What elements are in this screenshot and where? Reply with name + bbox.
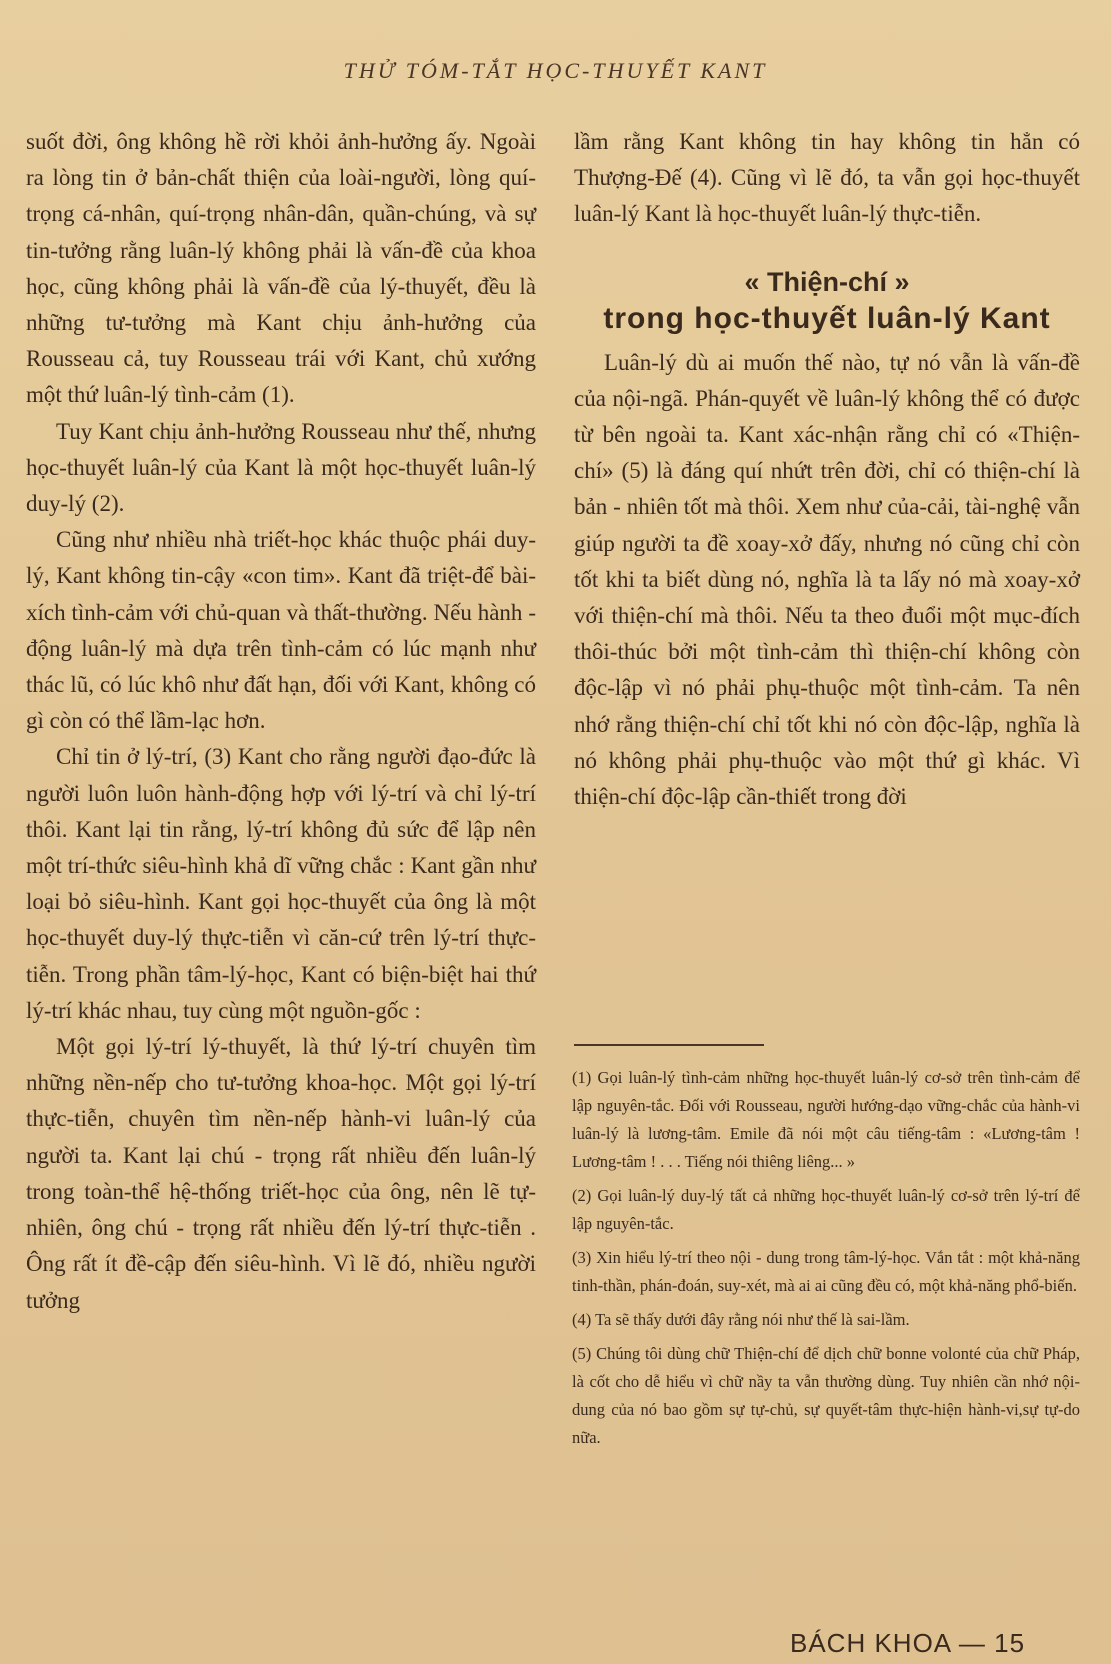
footnote: (4) Ta sẽ thấy dưới đây rằng nói như thế là sai-lầm.	[572, 1310, 910, 1329]
footnote: (2) Gọi luân-lý duy-lý tất cả những học-thuyết luân-lý cơ-sở trên lý-trí để lập nguyên-tắc.	[572, 1186, 1080, 1233]
footnotes	[572, 1064, 1080, 1458]
footnote: (3) Xin hiểu lý-trí theo nội - dung trong tâm-lý-học. Vắn tắt : một khả-năng tinh-thần, phán-đoán, suy-xét, mà ai ai cũng đều có, một khả-năng phổ-biến.	[572, 1248, 1080, 1295]
paragraph: Cũng như nhiều nhà triết-học khác thuộc phái duy-lý, Kant không tin-cậy «con tim». Kant đã triệt-để bài-xích tình-cảm với chủ-quan và thất-thường. Nếu hành - động luân-lý mà dựa trên tình-cảm có lúc mạnh như thác lũ, có lúc khô như đất hạn, đối với Kant, không có gì còn có thể lầm-lạc hơn.	[26, 527, 536, 734]
paragraph: Một gọi lý-trí lý-thuyết, là thứ lý-trí chuyên tìm những nền-nếp cho tư-tưởng khoa-học. Một gọi lý-trí thực-tiễn, chuyên tìm nền-nếp hành-vi luân-lý của người ta. Kant lại chú - trọng rất nhiều đến luân-lý trong toàn-thể hệ-thống triết-học của ông, nên lẽ tự-nhiên, ông chú - trọng rất nhiều đến lý-trí thực-tiễn . Ông rất ít đề-cập đến siêu-hình. Vì lẽ đó, nhiều người tưởng	[26, 1034, 536, 1313]
paragraph: Chỉ tin ở lý-trí, (3) Kant cho rằng người đạo-đức là người luôn luôn hành-động hợp với lý-trí và chỉ lý-trí thôi. Kant lại tin rằng, lý-trí không đủ sức để lập nên một trí-thức siêu-hình khả dĩ vững chắc : Kant gần như loại bỏ siêu-hình. Kant gọi học-thuyết của ông là một học-thuyết duy-lý thực-tiễn vì căn-cứ trên lý-trí thực-tiễn. Trong phần tâm-lý-học, Kant có biện-biệt hai thứ lý-trí khác nhau, tuy cùng một nguồn-gốc :	[26, 744, 536, 1023]
paragraph: Luân-lý dù ai muốn thế nào, tự nó vẫn là vấn-đề của nội-ngã. Phán-quyết về luân-lý không thể có được từ bên ngoài ta. Kant xác-nhận rằng chỉ có «Thiện-chí» (5) là đáng quí nhứt trên đời, chỉ có thiện-chí là bản - nhiên tốt mà thôi. Xem như của-cải, tài-nghệ vẫn giúp người ta đề xoay-xở đấy, nhưng nó cũng chỉ còn tốt khi ta biết dùng nó, nghĩa là ta lấy nó mà xoay-xở với thiện-chí mà thôi. Nếu ta theo đuổi một mục-đích thôi-thúc bởi một tình-cảm thì thiện-chí không còn độc-lập vì nó phải phụ-thuộc một tình-cảm. Ta nên nhớ rằng thiện-chí chỉ tốt khi nó còn độc-lập, nghĩa là nó không phải phụ-thuộc vào một thứ gì khác. Vì thiện-chí độc-lập cần-thiết trong đời	[574, 349, 1080, 810]
section-subtitle: trong học-thuyết luân-lý Kant	[603, 301, 1051, 335]
running-header: THỬ TÓM-TẮT HỌC-THUYẾT KANT	[343, 58, 768, 83]
footnote: (1) Gọi luân-lý tình-cảm những học-thuyết luân-lý cơ-sở trên tình-cảm để lập nguyên-tắc. Đối với Rousseau, người hướng-dạo vững-chắc của hành-vi luân-lý là lương-tâm. Emile đã nói một câu tiếng-tâm : «Lương-tâm ! Lương-tâm ! . . . Tiếng nói thiêng liêng... »	[572, 1068, 1080, 1171]
right-column	[574, 124, 1080, 815]
paragraph: Tuy Kant chịu ảnh-hưởng Rousseau như thế, nhưng học-thuyết luân-lý của Kant là một học-thuyết luân-lý duy-lý (2).	[26, 418, 536, 517]
page-footer: BÁCH KHOA — 15	[790, 1628, 1026, 1658]
paragraph: suốt đời, ông không hề rời khỏi ảnh-hưởng ấy. Ngoài ra lòng tin ở bản-chất thiện của loài-người, lòng quí-trọng cá-nhân, quí-trọng nhân-dân, quần-chúng, và sự tin-tưởng rằng luân-lý không phải là vấn-đề của khoa học, cũng không phải là vấn-đề của lý-thuyết, đều là những tư-tưởng mà Kant chịu ảnh-hưởng của Rousseau cả, tuy Rousseau trái với Kant, chủ xướng một thứ luân-lý tình-cảm (1).	[26, 129, 536, 408]
left-column	[26, 124, 536, 1319]
section-title: « Thiện-chí »	[744, 266, 910, 297]
paragraph: lầm rằng Kant không tin hay không tin hẳn có Thượng-Đế (4). Cũng vì lẽ đó, ta vẫn gọi học-thuyết luân-lý Kant là học-thuyết luân-lý thực-tiễn.	[574, 129, 1080, 227]
footnote: (5) Chúng tôi dùng chữ Thiện-chí để dịch chữ bonne volonté của chữ Pháp, là cốt cho dễ hiểu vì chữ nầy ta vẫn thường dùng. Tuy nhiên cần nhớ nội-dung của nó bao gồm sự tự-chủ, sự quyết-tâm thực-hiện hành-vi,sự tự-do nữa.	[572, 1344, 1080, 1447]
footnote-divider	[574, 1044, 764, 1046]
